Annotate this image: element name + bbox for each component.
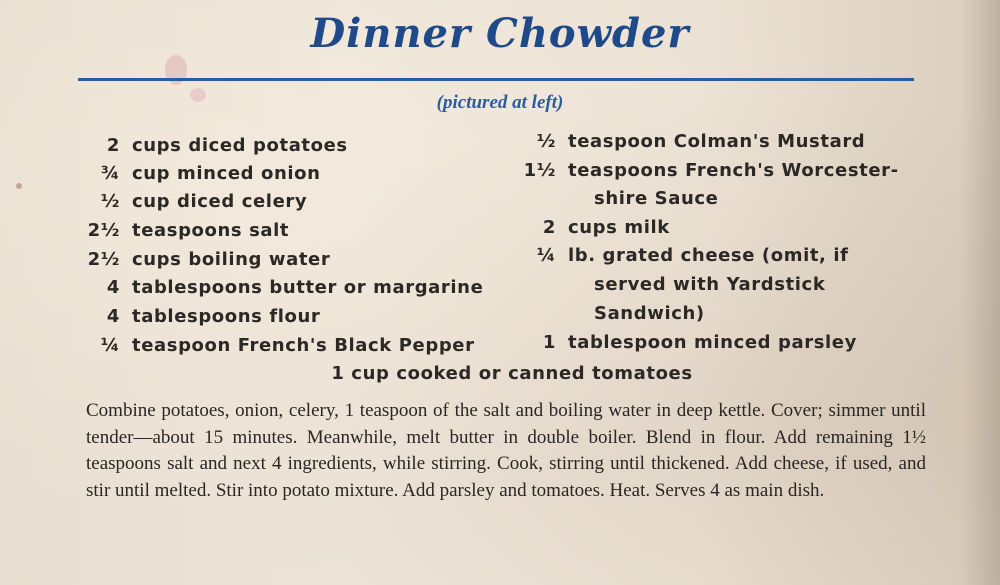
- paper-stain: [16, 183, 22, 189]
- ingredient-quantity: ¾: [100, 163, 120, 184]
- ingredient-text: teaspoons French's Worcester-: [568, 160, 899, 181]
- ingredient-text: cup minced onion: [132, 163, 321, 184]
- ingredient-text: cups boiling water: [132, 249, 331, 270]
- ingredient-quantity: 2½: [87, 249, 120, 270]
- ingredient-text: Sandwich): [594, 303, 705, 324]
- ingredient-item: [60, 246, 520, 274]
- ingredient-quantity: 1: [542, 332, 556, 353]
- ingredient-item: [60, 274, 520, 302]
- recipe-title: Dinner Chowder: [310, 10, 690, 57]
- ingredient-text: tablespoons flour: [132, 306, 321, 327]
- ingredient-text: shire Sauce: [594, 188, 719, 209]
- ingredient-item: [60, 217, 520, 245]
- ingredient-item: [500, 185, 940, 213]
- ingredient-quantity: 4: [106, 277, 120, 298]
- ingredient-item: [60, 188, 520, 216]
- ingredient-quantity: ½: [100, 191, 120, 212]
- ingredient-quantity: ¼: [536, 245, 556, 266]
- ingredient-quantity: ½: [536, 131, 556, 152]
- ingredient-item: [60, 132, 520, 160]
- ingredient-item: [500, 128, 940, 156]
- ingredient-text: cup diced celery: [132, 191, 308, 212]
- ingredient-quantity: 2: [106, 135, 120, 156]
- ingredient-quantity: 4: [106, 306, 120, 327]
- ingredient-text: tablespoon minced parsley: [568, 332, 857, 353]
- ingredient-item: [60, 332, 520, 360]
- final-ingredient: 1 cup cooked or canned tomatoes: [331, 363, 693, 384]
- ingredient-quantity: 2: [542, 217, 556, 238]
- ingredient-item: [500, 214, 940, 242]
- recipe-directions: Combine potatoes, onion, celery, 1 teaspoon of the salt and boiling water in deep kettle. Cover; simmer until tender—about 15 minutes. Meanwhile, melt butter in double boiler. Blend in flour. Add remaining 1½ teaspoons salt and next 4 ingredients, while stirring. Cook, stirring until thickened. Add cheese, if used, and stir until melted. Stir into potato mixture. Add parsley and tomatoes. Heat. Serves 4 as main dish.: [86, 400, 926, 501]
- recipe-subtitle: (pictured at left): [436, 92, 564, 113]
- ingredient-quantity: 1½: [523, 160, 556, 181]
- ingredient-text: teaspoon Colman's Mustard: [568, 131, 866, 152]
- ingredient-quantity: 2½: [87, 220, 120, 241]
- ingredient-item: [500, 300, 940, 328]
- ingredient-text: cups diced potatoes: [132, 135, 348, 156]
- ingredient-text: teaspoons salt: [132, 220, 290, 241]
- ingredient-item: [60, 160, 520, 188]
- ingredient-text: tablespoons butter or margarine: [132, 277, 484, 298]
- ingredient-item: [500, 242, 940, 270]
- ingredient-item: [60, 303, 520, 331]
- ingredient-item: [500, 271, 940, 299]
- ingredient-text: served with Yardstick: [594, 274, 826, 295]
- ingredient-text: cups milk: [568, 217, 670, 238]
- ingredient-item: [500, 329, 940, 357]
- ingredient-quantity: ¼: [100, 335, 120, 356]
- ingredient-text: lb. grated cheese (omit, if: [568, 245, 849, 266]
- ingredient-item: [500, 157, 940, 185]
- title-divider: [78, 78, 914, 81]
- ingredient-text: teaspoon French's Black Pepper: [132, 335, 475, 356]
